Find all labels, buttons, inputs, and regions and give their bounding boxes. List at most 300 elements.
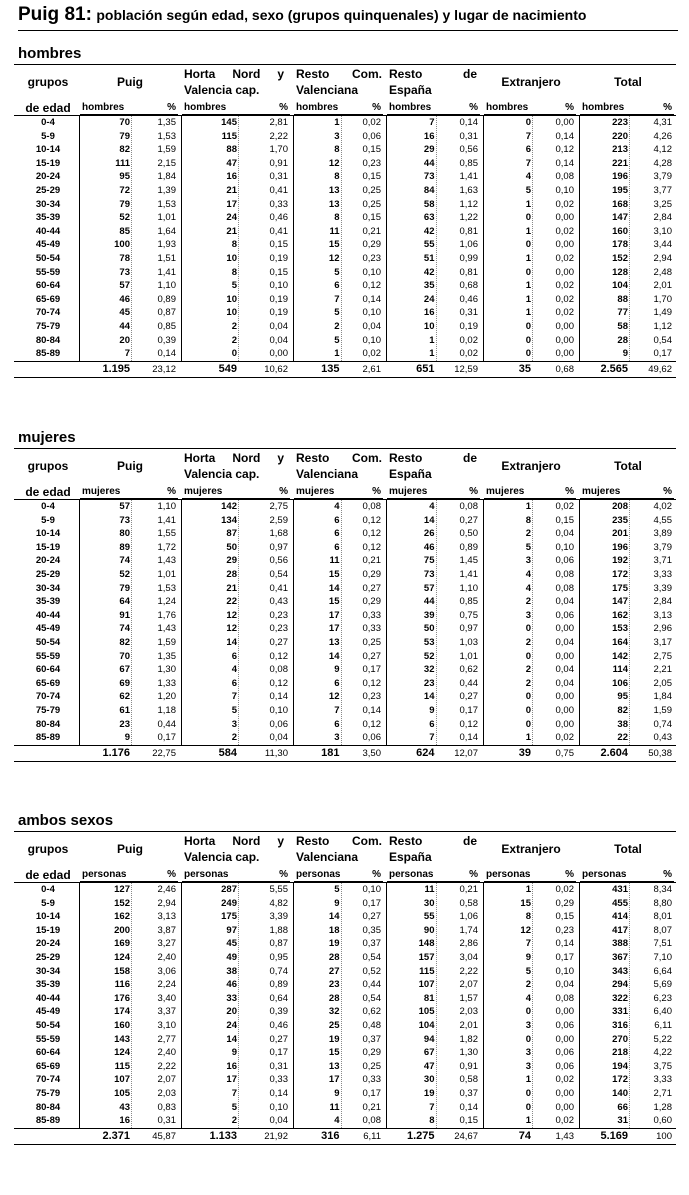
count-cell: 221 [612, 157, 628, 169]
table-row [14, 347, 676, 361]
unit-label: personas [82, 869, 127, 880]
pct-cell: 1,24 [157, 596, 176, 608]
count-cell: 7 [124, 348, 130, 360]
count-cell: 20 [119, 334, 130, 346]
pct-cell: 1,68 [269, 528, 288, 540]
pct-cell: 0,04 [555, 528, 574, 540]
total-count: 181 [321, 746, 340, 759]
table-row [14, 334, 676, 348]
count-cell: 95 [617, 691, 628, 703]
column-divider [341, 883, 342, 1128]
table-row [14, 992, 676, 1006]
pct-cell: 3,79 [653, 541, 672, 553]
table-row [14, 1114, 676, 1128]
count-cell: 17 [226, 198, 237, 210]
count-cell: 2 [231, 732, 237, 744]
table-subheader [14, 101, 676, 115]
pct-cell: 3,10 [653, 225, 672, 237]
count-cell: 104 [612, 280, 628, 292]
pct-cell: 2,07 [157, 1074, 176, 1086]
count-cell: 8 [334, 212, 340, 224]
pct-cell: 1,53 [157, 582, 176, 594]
pct-cell: 0,97 [269, 541, 288, 553]
count-cell: 218 [612, 1047, 628, 1059]
pct-cell: 5,55 [269, 884, 288, 895]
pct-cell: 0,10 [269, 280, 288, 292]
pct-cell: 1,43 [157, 555, 176, 567]
count-cell: 105 [418, 1006, 435, 1018]
pct-cell: 0,81 [459, 225, 478, 237]
age-group: 20-24 [35, 938, 61, 950]
pct-cell: 3,13 [653, 609, 672, 621]
total-count: 1.275 [406, 1129, 435, 1142]
age-group: 45-49 [35, 623, 61, 635]
pct-label: % [279, 869, 288, 880]
column-divider [386, 500, 387, 745]
header-extranjero: Extranjero [501, 842, 561, 856]
count-cell: 175 [221, 911, 237, 923]
pct-cell: 2,84 [653, 596, 672, 608]
pct-label: % [469, 869, 478, 880]
totals-row [14, 361, 676, 378]
count-cell: 67 [119, 664, 130, 676]
count-cell: 1 [525, 307, 531, 319]
age-group: 80-84 [35, 718, 61, 730]
table-row [14, 1005, 676, 1019]
column-divider [436, 116, 437, 361]
count-cell: 1 [525, 198, 531, 210]
pct-cell: 3,33 [653, 568, 672, 580]
pct-cell: 1,55 [157, 528, 176, 540]
count-cell: 72 [119, 184, 130, 196]
pct-cell: 0,19 [269, 307, 288, 319]
count-cell: 11 [329, 1101, 340, 1113]
column-divider [579, 500, 580, 745]
pct-cell: 0,87 [269, 938, 288, 950]
age-group: 60-64 [35, 1047, 61, 1059]
pct-cell: 0,17 [269, 1047, 288, 1059]
pct-cell: 1,88 [269, 924, 288, 936]
age-group: 85-89 [35, 732, 61, 744]
table-row [14, 130, 676, 144]
pct-cell: 0,06 [555, 1047, 574, 1059]
age-group: 5-9 [41, 130, 55, 142]
table-row [14, 690, 676, 704]
pct-cell: 2,75 [653, 650, 672, 662]
count-cell: 0 [525, 320, 531, 332]
count-cell: 2 [525, 528, 531, 540]
count-cell: 7 [334, 704, 340, 716]
count-cell: 16 [226, 1060, 237, 1072]
pct-cell: 2,22 [459, 965, 478, 977]
pct-cell: 1,82 [459, 1033, 478, 1045]
count-cell: 316 [612, 1019, 628, 1031]
header-de-edad: de edad [25, 868, 71, 882]
pct-cell: 0,14 [269, 1087, 288, 1099]
header-horta-line2: Valencia cap. [184, 83, 260, 97]
pct-cell: 0,44 [157, 718, 176, 730]
pct-cell: 1,28 [653, 1101, 672, 1113]
count-cell: 0 [525, 348, 531, 360]
pct-cell: 3,25 [653, 198, 672, 210]
count-cell: 9 [231, 1047, 237, 1059]
header-horta-word: y [277, 834, 284, 848]
count-cell: 7 [429, 117, 435, 128]
pct-cell: 0,12 [362, 528, 381, 540]
header-resto-com-word: Com. [352, 67, 382, 81]
pct-cell: 0,64 [269, 992, 288, 1004]
column-divider [238, 883, 239, 1128]
header-total: Total [614, 75, 642, 89]
pct-cell: 3,04 [459, 951, 478, 963]
header-puig: Puig [117, 459, 143, 473]
count-cell: 90 [423, 924, 435, 936]
pct-cell: 0,14 [362, 293, 381, 305]
table-row [14, 306, 676, 320]
count-cell: 10 [423, 320, 435, 332]
table-row [14, 883, 676, 897]
total-pct: 3,50 [362, 747, 381, 759]
pct-cell: 0,15 [269, 266, 288, 278]
total-pct: 11,30 [264, 747, 288, 759]
pct-cell: 0,02 [555, 280, 574, 292]
count-cell: 3 [334, 732, 340, 744]
count-cell: 82 [119, 636, 130, 648]
column-divider [436, 883, 437, 1128]
age-group: 45-49 [35, 1006, 61, 1018]
total-pct: 23,12 [152, 363, 176, 375]
count-cell: 100 [114, 239, 130, 251]
pct-cell: 0,02 [362, 117, 381, 128]
pct-cell: 3,10 [157, 1019, 176, 1031]
count-cell: 14 [328, 911, 340, 923]
pct-cell: 0,00 [555, 212, 574, 224]
count-cell: 0 [525, 266, 531, 278]
pct-cell: 0,14 [459, 732, 478, 744]
count-cell: 220 [612, 130, 628, 142]
count-cell: 6 [334, 718, 340, 730]
count-cell: 142 [221, 501, 237, 512]
count-cell: 49 [226, 951, 237, 963]
total-count: 135 [321, 362, 340, 375]
pct-cell: 0,62 [362, 1006, 381, 1018]
pct-cell: 0,58 [459, 1074, 478, 1086]
count-cell: 2 [231, 320, 237, 332]
age-group: 65-69 [35, 677, 61, 689]
count-cell: 33 [226, 992, 237, 1004]
pct-label: % [167, 869, 176, 880]
count-cell: 106 [612, 677, 628, 689]
count-cell: 367 [612, 951, 628, 963]
pct-cell: 0,04 [555, 636, 574, 648]
count-cell: 25 [328, 1019, 340, 1031]
pct-cell: 0,23 [362, 157, 381, 169]
count-cell: 134 [221, 514, 237, 526]
age-group: 75-79 [35, 1087, 61, 1099]
column-divider [386, 883, 387, 1128]
total-count: 651 [416, 362, 435, 375]
pct-cell: 3,40 [157, 992, 176, 1004]
pct-cell: 0,15 [362, 171, 381, 183]
pct-cell: 1,20 [157, 691, 176, 703]
count-cell: 28 [617, 334, 628, 346]
count-cell: 1 [525, 293, 531, 305]
count-cell: 105 [114, 1087, 130, 1099]
age-group: 45-49 [35, 239, 61, 251]
count-cell: 52 [119, 212, 130, 224]
pct-cell: 1,41 [459, 568, 478, 580]
pct-cell: 1,76 [157, 609, 176, 621]
count-cell: 53 [423, 636, 435, 648]
count-cell: 13 [328, 184, 340, 196]
table-row [14, 225, 676, 239]
pct-cell: 0,10 [362, 884, 381, 895]
header-resto-com-line2: Valenciana [296, 850, 359, 864]
section-mujeres [14, 428, 676, 762]
count-cell: 174 [114, 1006, 130, 1018]
header-puig: Puig [117, 75, 143, 89]
age-group: 50-54 [35, 1019, 61, 1031]
header-resto-esp-line2: España [389, 83, 432, 97]
pct-cell: 2,21 [653, 664, 672, 676]
column-divider [532, 116, 533, 361]
total-count: 1.195 [102, 362, 130, 375]
pct-cell: 1,70 [653, 293, 672, 305]
total-pct: 10,62 [264, 363, 288, 375]
count-cell: 9 [124, 732, 130, 744]
count-cell: 10 [226, 252, 237, 264]
count-cell: 6 [429, 718, 435, 730]
count-cell: 9 [334, 664, 340, 676]
section-title: mujeres [14, 428, 676, 449]
column-divider [131, 500, 132, 745]
pct-cell: 0,10 [555, 184, 574, 196]
pct-cell: 2,03 [157, 1087, 176, 1099]
age-group: 55-59 [35, 650, 61, 662]
total-pct: 1,43 [555, 1130, 574, 1142]
pct-cell: 0,00 [555, 334, 574, 346]
pct-cell: 0,12 [459, 718, 478, 730]
count-cell: 107 [114, 1074, 130, 1086]
total-pct: 0,68 [555, 363, 574, 375]
table-row [14, 937, 676, 951]
pct-cell: 1,06 [459, 239, 478, 251]
pct-label: % [167, 102, 176, 113]
pct-cell: 0,04 [269, 1115, 288, 1127]
pct-cell: 0,25 [362, 636, 381, 648]
count-cell: 50 [423, 623, 435, 635]
count-cell: 97 [226, 924, 237, 936]
column-divider [341, 500, 342, 745]
pct-cell: 0,12 [269, 677, 288, 689]
count-cell: 5 [525, 541, 531, 553]
count-cell: 75 [423, 555, 435, 567]
total-count: 74 [518, 1129, 531, 1142]
pct-cell: 3,87 [157, 924, 176, 936]
age-group: 25-29 [35, 184, 61, 196]
count-cell: 58 [617, 320, 628, 332]
count-cell: 55 [423, 239, 435, 251]
pct-label: % [565, 486, 574, 497]
count-cell: 22 [617, 732, 628, 744]
count-cell: 178 [612, 239, 628, 251]
pct-cell: 0,17 [362, 1087, 381, 1099]
pct-cell: 0,27 [362, 911, 381, 923]
pct-cell: 0,58 [459, 897, 478, 909]
count-cell: 322 [612, 992, 628, 1004]
pct-cell: 3,13 [157, 911, 176, 923]
count-cell: 6 [334, 514, 340, 526]
pct-label: % [372, 102, 381, 113]
age-group: 30-34 [35, 965, 61, 977]
pct-cell: 1,10 [157, 280, 176, 292]
pct-cell: 0,02 [459, 348, 478, 360]
pct-cell: 0,02 [555, 252, 574, 264]
count-cell: 1 [525, 252, 531, 264]
count-cell: 42 [423, 266, 435, 278]
pct-cell: 2,07 [459, 979, 478, 991]
pct-cell: 0,81 [459, 266, 478, 278]
pct-cell: 0,23 [269, 609, 288, 621]
count-cell: 10 [226, 293, 237, 305]
count-cell: 0 [525, 718, 531, 730]
count-cell: 4 [334, 1115, 340, 1127]
count-cell: 4 [525, 171, 531, 183]
column-divider [79, 883, 80, 1128]
count-cell: 388 [612, 938, 628, 950]
count-cell: 4 [525, 582, 531, 594]
age-group: 0-4 [41, 884, 55, 895]
pct-cell: 0,10 [555, 965, 574, 977]
count-cell: 87 [226, 528, 237, 540]
pct-cell: 4,28 [653, 157, 672, 169]
age-group: 75-79 [35, 320, 61, 332]
count-cell: 4 [334, 501, 340, 512]
count-cell: 6 [231, 650, 237, 662]
pct-cell: 0,56 [269, 555, 288, 567]
pct-cell: 0,52 [362, 965, 381, 977]
count-cell: 38 [617, 718, 628, 730]
header-grupos: grupos [27, 75, 69, 89]
count-cell: 46 [119, 293, 130, 305]
count-cell: 0 [525, 239, 531, 251]
column-divider [579, 883, 580, 1128]
count-cell: 74 [119, 623, 130, 635]
pct-cell: 1,93 [157, 239, 176, 251]
total-pct: 12,07 [454, 747, 478, 759]
count-cell: 7 [429, 1101, 435, 1113]
age-group: 60-64 [35, 664, 61, 676]
count-cell: 88 [617, 293, 628, 305]
pct-cell: 3,33 [653, 1074, 672, 1086]
count-cell: 15 [520, 897, 531, 909]
pct-cell: 0,02 [555, 501, 574, 512]
pct-cell: 2,46 [157, 884, 176, 895]
pct-cell: 8,01 [653, 911, 672, 923]
header-resto-com-word: Resto [296, 834, 330, 848]
count-cell: 24 [226, 1019, 237, 1031]
count-cell: 88 [226, 144, 237, 156]
pct-cell: 0,25 [362, 198, 381, 210]
pct-cell: 2,77 [157, 1033, 176, 1045]
count-cell: 287 [221, 884, 237, 895]
pct-cell: 0,14 [269, 691, 288, 703]
count-cell: 223 [612, 117, 628, 128]
count-cell: 16 [423, 307, 435, 319]
pct-cell: 1,41 [157, 514, 176, 526]
age-group: 40-44 [35, 992, 61, 1004]
pct-cell: 1,70 [269, 144, 288, 156]
count-cell: 82 [617, 704, 628, 716]
count-cell: 160 [114, 1019, 130, 1031]
pct-cell: 0,41 [269, 184, 288, 196]
age-group: 40-44 [35, 609, 61, 621]
count-cell: 44 [423, 157, 435, 169]
age-group: 15-19 [35, 541, 61, 553]
count-cell: 168 [612, 198, 628, 210]
pct-cell: 5,69 [653, 979, 672, 991]
table-row [14, 731, 676, 745]
count-cell: 9 [429, 704, 435, 716]
count-cell: 32 [423, 664, 435, 676]
pct-cell: 1,41 [157, 266, 176, 278]
unit-label: hombres [296, 102, 339, 113]
pct-cell: 0,08 [555, 568, 574, 580]
pct-cell: 0,00 [555, 718, 574, 730]
age-group: 70-74 [35, 307, 61, 319]
pct-cell: 0,99 [459, 252, 478, 264]
column-divider [131, 116, 132, 361]
age-group: 60-64 [35, 280, 61, 292]
pct-cell: 0,87 [157, 307, 176, 319]
table-row [14, 650, 676, 664]
count-cell: 2 [525, 664, 531, 676]
count-cell: 127 [114, 884, 130, 895]
pct-cell: 3,71 [653, 555, 672, 567]
pct-cell: 8,80 [653, 897, 672, 909]
pct-cell: 1,35 [157, 650, 176, 662]
pct-cell: 3,79 [653, 171, 672, 183]
count-cell: 15 [328, 568, 340, 580]
header-resto-esp-word: Resto [389, 67, 423, 81]
count-cell: 5 [525, 184, 531, 196]
pct-cell: 1,59 [157, 636, 176, 648]
count-cell: 0 [525, 704, 531, 716]
pct-cell: 1,33 [157, 677, 176, 689]
pct-cell: 0,08 [362, 501, 381, 512]
count-cell: 1 [334, 117, 340, 128]
count-cell: 73 [119, 266, 130, 278]
pct-cell: 0,54 [362, 951, 381, 963]
pct-cell: 0,46 [269, 1019, 288, 1031]
unit-label: mujeres [184, 486, 223, 497]
count-cell: 5 [334, 884, 340, 895]
unit-label: hombres [389, 102, 432, 113]
pct-cell: 0,27 [269, 636, 288, 648]
count-cell: 23 [423, 677, 435, 689]
pct-cell: 1,53 [157, 130, 176, 142]
table-row [14, 198, 676, 212]
count-cell: 0 [525, 1087, 531, 1099]
pct-label: % [372, 486, 381, 497]
pct-cell: 0,06 [555, 555, 574, 567]
count-cell: 9 [334, 1087, 340, 1099]
count-cell: 24 [226, 212, 237, 224]
age-group: 50-54 [35, 636, 61, 648]
total-count: 624 [416, 746, 435, 759]
table-row [14, 582, 676, 596]
count-cell: 19 [328, 938, 340, 950]
